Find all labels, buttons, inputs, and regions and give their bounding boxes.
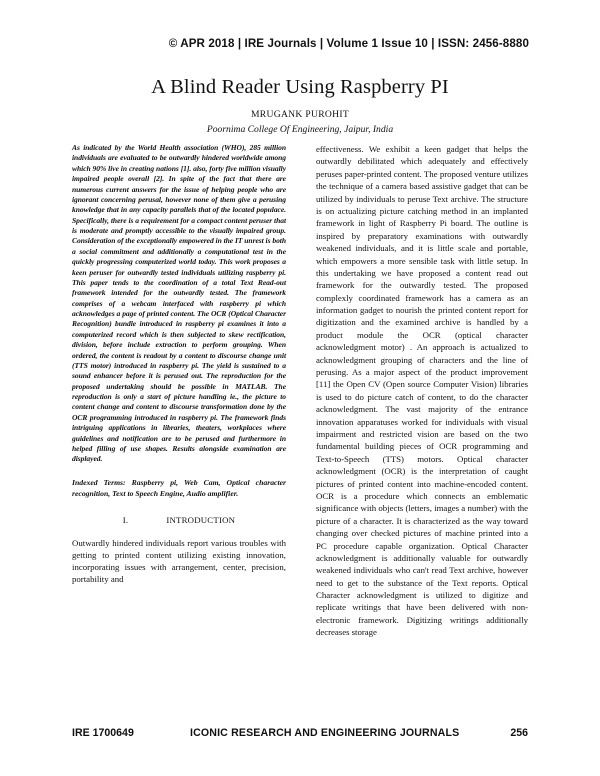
section-title: INTRODUCTION [166,515,236,526]
index-terms: Indexed Terms: Raspberry pi, Web Cam, Optical character recognition, Text to Speech Engine, Audio amplifier. [72,477,286,498]
abstract: As indicated by the World Health association (WHO), 285 million individuals are evaluated to be outwardly hindered worldwide among which 90% live in creating nations [1]. also, forty five million visually impaired people overall [2]. In spite of the fact that there are numerous current answers for the issue of helping people who are ignorant concerning perusal, however none of them give a perusing knowledge that in any capacity parallels that of the located populace. Specifically, there is a requirement for a compact content peruser that is moderate and promptly accessible to the visually impaired group. Consideration of the exceptionally empowered in the IT unrest is both a social commitment and additionally a computational test in the quickly progressing computerized world today. This work proposes a keen peruser for outwardly tested individuals utilizing raspberry pi. This paper tends to the coordination of a total Text Read-out framework intended for the outwardly tested. The framework comprises of a webcam interfaced with raspberry pi which acknowledges a page of printed content. The OCR (Optical Character Recognition) bundle introduced in raspberry pi examines it into a computerized record which is then subjected to skew rectification, division, before include extraction to perform grouping. When ordered, the content is readout by a content to discourse change unit (TTS motor) introduced in raspberry pi. The yield is sustained to a sound enhancer before it is perused out. The reproduction for the proposed undertaking should be possible in MATLAB. The reproduction is only a start of picture handling ie., the picture to content change and content to discourse transformation done by the OCR programming introduced in raspberry pi. The framework finds intriguing applications in libraries, theaters, workplaces where guidelines and notification are to be perused and furthermore in helped filling of use shapes. Results alongside examination are displayed. [72,143,286,464]
section-heading [72,515,286,526]
journal-header-text: © APR 2018 | IRE Journals | Volume 1 Issue 10 | ISSN: 2456-8880 [168,37,529,50]
author-name: MRUGANK PUROHIT [250,109,350,120]
right-column [316,143,528,639]
footer-page-number: 256 [510,727,528,739]
section-number: I. [122,515,129,526]
footer-journal-name: ICONIC RESEARCH AND ENGINEERING JOURNALS [190,727,460,739]
left-column [72,143,286,586]
author-affiliation: Poornima College Of Engineering, Jaipur, India [206,124,394,135]
footer-paper-id: IRE 1700649 [72,727,134,739]
journal-header [0,37,600,50]
paper-title: A Blind Reader Using Raspberry PI [151,76,449,98]
intro-paragraph-left: Outwardly hindered individuals report various troubles with getting to printed content utilizing existing innovation, incorporating issues with arrangement, center, precision, portability and [72,538,286,584]
page-footer [72,727,528,741]
intro-paragraph-right: effectiveness. We exhibit a keen gadget that helps the outwardly debilitated which adequately and effectively peruses paper-printed content. The proposed venture utilizes the technique of a camera based assistive gadget that can be utilized by individuals to peruse Text archive. The structure is on actualizing picture catching method in an implanted framework in light of Raspberry Pi board. The outline is inspired by preparatory examinations with outwardly weakened individuals, and it is little scale and portable, which empowers a more sensible task with little setup. In this undertaking we have proposed a content read out framework for the outwardly tested. The proposed complexly coordinated framework has a camera as an information gadget to nourish the printed content report for digitization and the examined archive is handled by a product module the OCR (optical character acknowledgment motor) . An approach is actualized to acknowledgment grouping of characters and the line of perusing. As a major aspect of the product improvement [11] the Open CV (Open source Computer Vision) libraries is used to do picture catch of content, to do the character acknowledgment. The vast majority of the entrance innovation apparatuses worked for individuals with visual impairment and restricted vision are based on the two fundamental building pieces of OCR programming and Text-to-Speech (TTS) motors. Optical character acknowledgment (OCR) is the interpretation of caught pictures of printed content into machine-encoded content. OCR is a procedure which connects an emblematic significance with objects (letters, images a number) with the picture of a character. It is characterized as the way toward changing over checked pictures of machine printed into a PC procedure capable organization. Optical Character acknowledgment is additionally valuable for outwardly weakened individuals who can't read Text archive, however need to get to the substance of the Text reports. Optical Character acknowledgment is utilized to digitize and replicate writings that have been delivered with non-electronic framework. Digitizing writings additionally decreases storage [316,144,528,638]
